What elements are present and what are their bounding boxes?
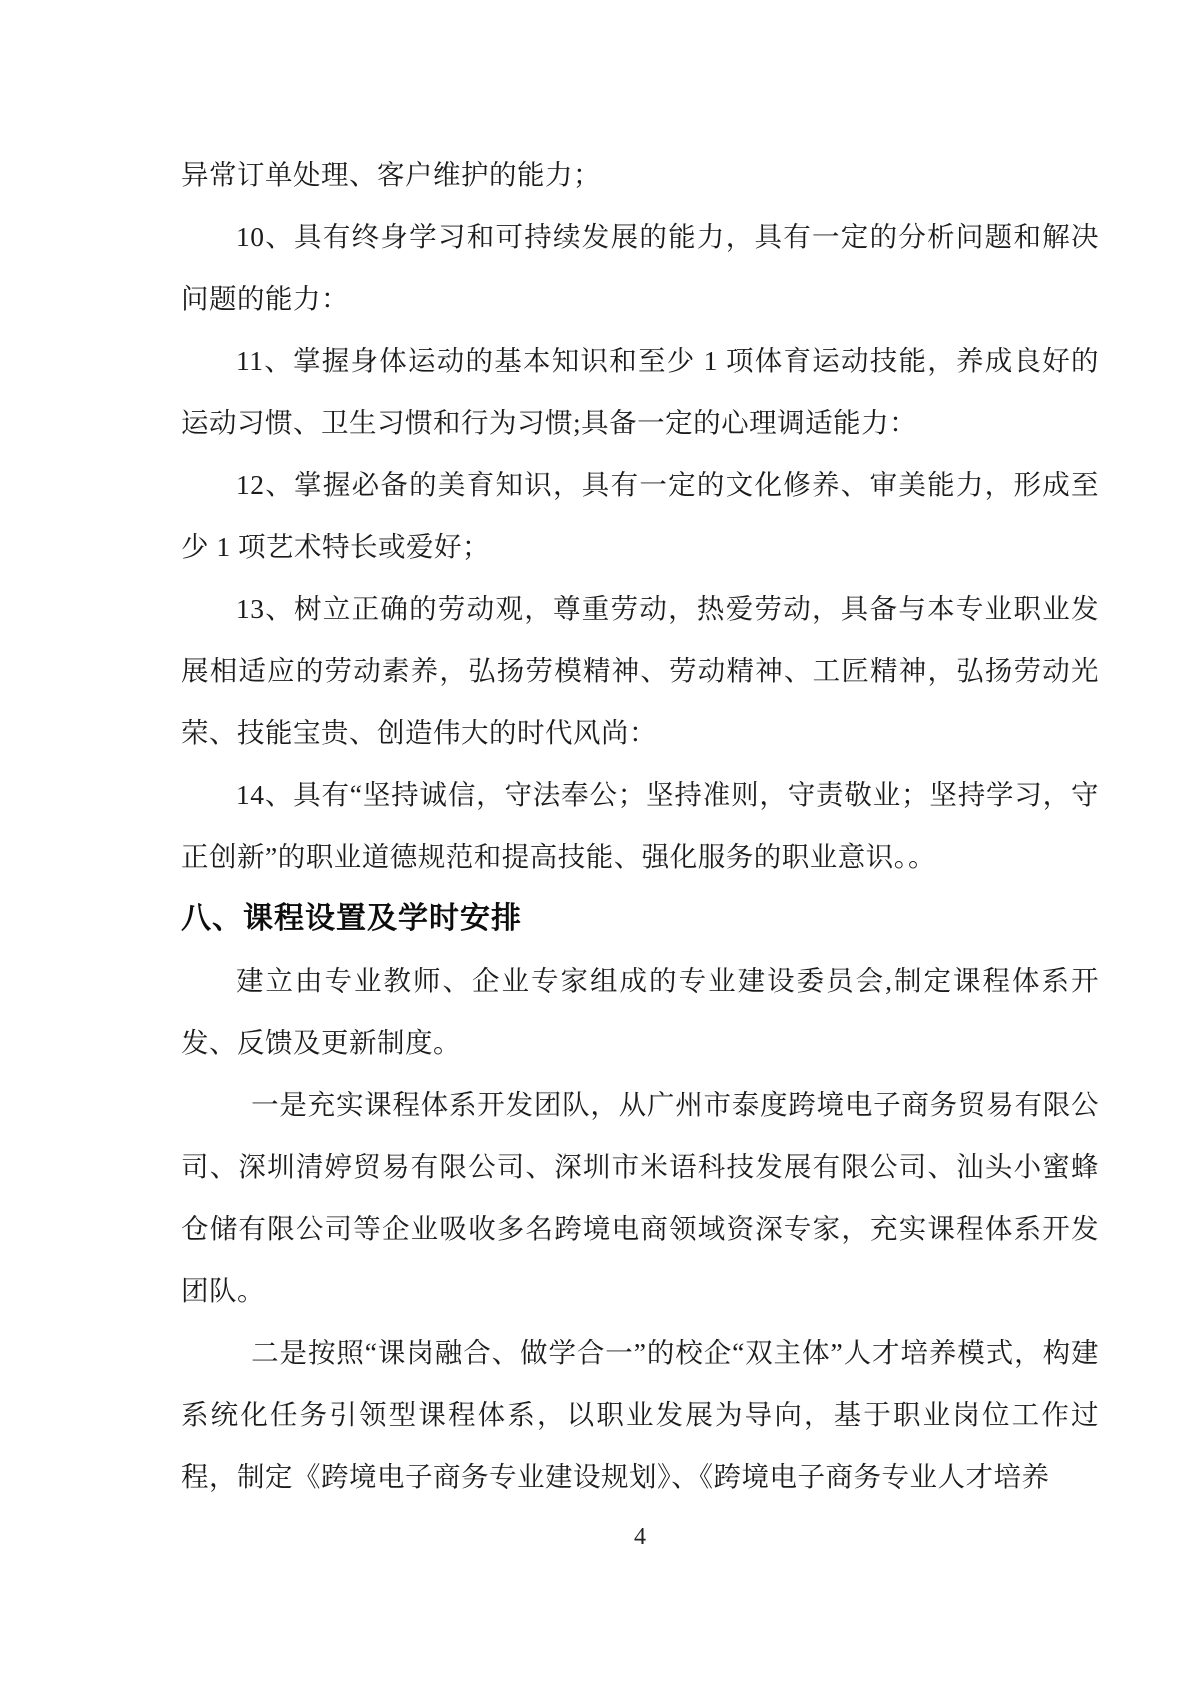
page-number: 4	[634, 1524, 646, 1550]
paragraph-continuation: 异常订单处理、客户维护的能力；	[181, 159, 601, 190]
section-heading-curriculum: 八、课程设置及学时安排	[181, 902, 522, 935]
numbered-item-10: 10、具有终身学习和可持续发展的能力，具有一定的分析问题和解决问题的能力：	[181, 221, 1099, 314]
paragraph-committee: 建立由专业教师、企业专家组成的专业建设委员会,制定课程体系开发、反馈及更新制度。	[181, 965, 1099, 1058]
paragraph-second-measure: 二是按照“课岗融合、做学合一”的校企“双主体”人才培养模式，构建系统化任务引领型课程体系，以职业发展为导向，基于职业岗位工作过程，制定《跨境电子商务专业建设规划》、《跨境电子商务专业人才培养	[181, 1337, 1099, 1492]
numbered-item-11: 11、掌握身体运动的基本知识和至少 1 项体育运动技能，养成良好的运动习惯、卫生习惯和行为习惯;具备一定的心理调适能力：	[181, 345, 1099, 438]
numbered-item-14: 14、具有“坚持诚信，守法奉公；坚持准则，守责敬业；坚持学习，守正创新”的职业道德规范和提高技能、强化服务的职业意识。。	[181, 779, 1099, 872]
numbered-item-13: 13、树立正确的劳动观，尊重劳动，热爱劳动，具备与本专业职业发展相适应的劳动素养，弘扬劳模精神、劳动精神、工匠精神，弘扬劳动光荣、技能宝贵、创造伟大的时代风尚：	[181, 593, 1099, 748]
page-footer	[181, 1524, 1099, 1551]
text-block	[181, 144, 1099, 1551]
numbered-item-12: 12、掌握必备的美育知识，具有一定的文化修养、审美能力，形成至少 1 项艺术特长或爱好；	[181, 469, 1099, 562]
paragraph-first-measure: 一是充实课程体系开发团队，从广州市泰度跨境电子商务贸易有限公司、深圳清婷贸易有限公司、深圳市米语科技发展有限公司、汕头小蜜蜂仓储有限公司等企业吸收多名跨境电商领域资深专家，充实课程体系开发团队。	[181, 1089, 1099, 1306]
